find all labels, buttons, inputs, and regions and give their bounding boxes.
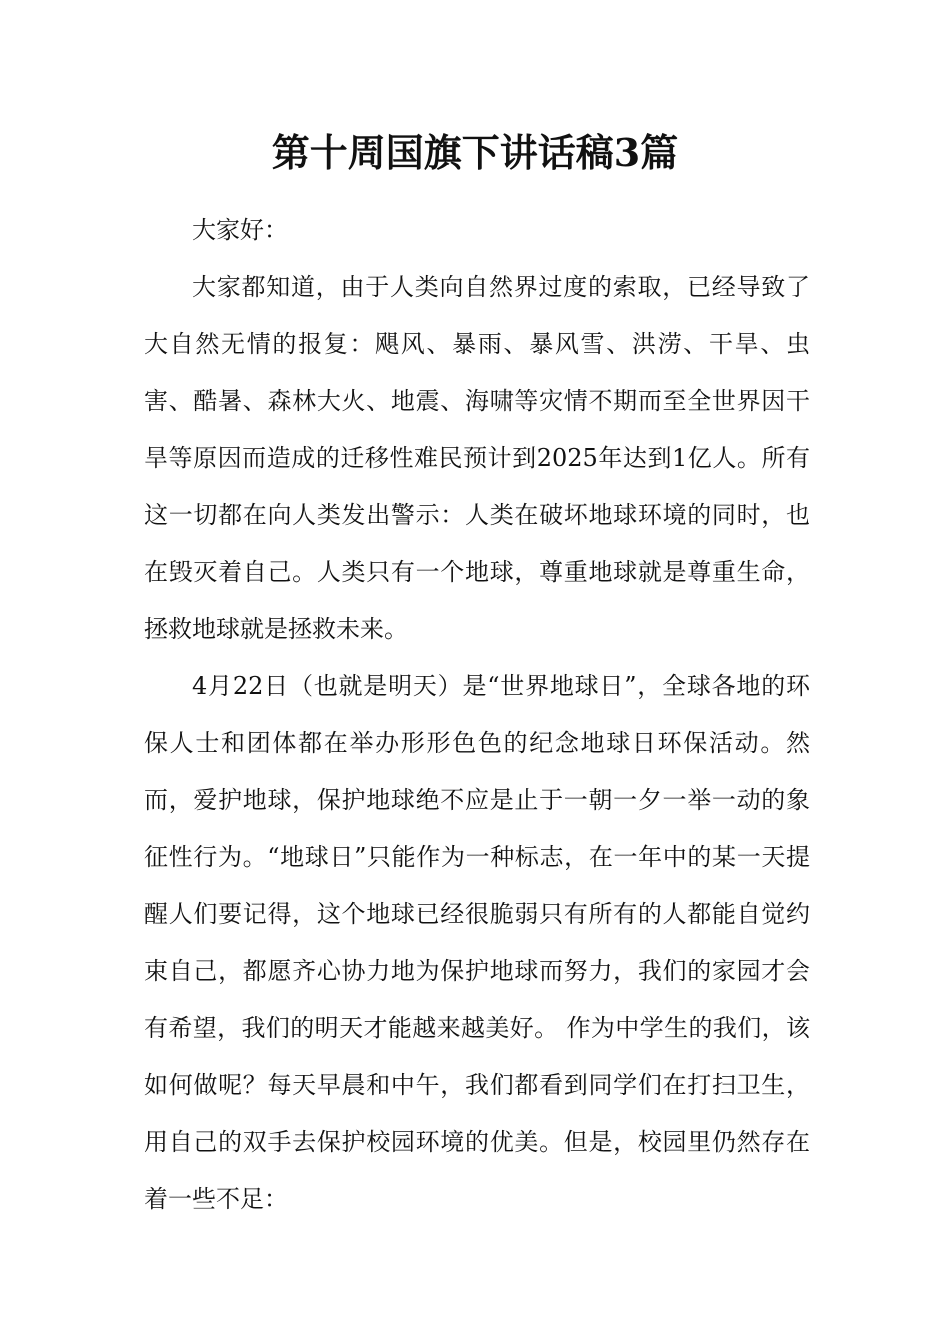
body-paragraph-2: 4月22日（也就是明天）是“世界地球日”，全球各地的环保人士和团体都在举办形形色色的纪念地球日环保活动。然而，爱护地球，保护地球绝不应是止于一朝一夕一举一动的象征性行为。“地球日”只能作为一种标志，在一年中的某一天提醒人们要记得，这个地球已经很脆弱只有所有的人都能自觉约束自己，都愿齐心协力地为保护地球而努力，我们的家园才会有希望，我们的明天才能越来越美好。 作为中学生的我们，该如何做呢？每天早晨和中午，我们都看到同学们在打扫卫生，用自己的双手去保护校园环境的优美。但是，校园里仍然存在着一些不足： [144,672,810,1213]
document-title: 第十周国旗下讲话稿3篇 [271,130,679,175]
document-body [144,202,810,1228]
greeting-paragraph: 大家好： [192,216,288,244]
body-paragraph-1: 大家都知道，由于人类向自然界过度的索取，已经导致了大自然无情的报复：飓风、暴雨、暴风雪、洪涝、干旱、虫害、酷暑、森林大火、地震、海啸等灾情不期而至全世界因干旱等原因而造成的迁移性难民预计到2025年达到1亿人。所有这一切都在向人类发出警示：人类在破坏地球环境的同时，也在毁灭着自己。人类只有一个地球，尊重地球就是尊重生命，拯救地球就是拯救未来。 [144,273,810,643]
